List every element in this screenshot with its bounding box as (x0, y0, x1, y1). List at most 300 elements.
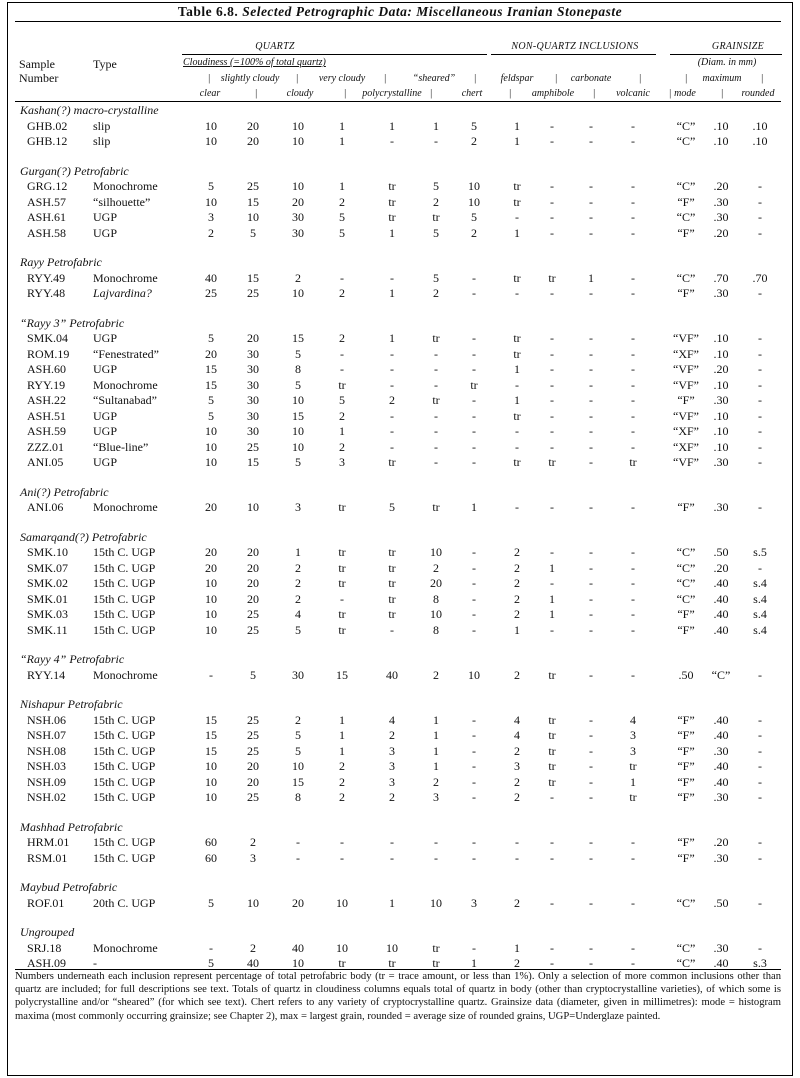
header-amphibole: amphibole (531, 88, 575, 99)
top-rule (15, 21, 781, 22)
table-cell: - (209, 667, 213, 682)
table-cell: 3 (208, 210, 214, 224)
table-cell: - (631, 377, 635, 392)
header-diam: (Diam. in mm) (697, 57, 757, 68)
table-cell: - (758, 408, 762, 423)
table-cell: - (631, 895, 635, 910)
table-cell: 3 (250, 850, 256, 865)
table-cell: “VF” (673, 362, 699, 376)
table-cell: - (472, 835, 476, 849)
table-cell: 2 (208, 225, 214, 240)
sample-type: UGP (93, 225, 118, 240)
table-cell: 3 (514, 759, 520, 773)
table-cell: .40 (713, 956, 729, 970)
table-cell: “VF” (673, 408, 699, 423)
table-cell: - (589, 607, 593, 621)
table-cell: tr (548, 270, 556, 285)
sample-type: “silhouette” (93, 194, 151, 209)
table-cell: .30 (713, 500, 729, 514)
header-number: Number (19, 71, 59, 85)
table-cell: “C” (711, 667, 731, 682)
table-cell: tr (388, 210, 396, 224)
table-cell: - (515, 500, 519, 514)
table-cell: tr (388, 560, 396, 575)
table-cell: - (631, 560, 635, 575)
header-tick: | (554, 73, 558, 84)
table-cell: - (550, 545, 554, 559)
table-cell: 1 (433, 759, 439, 773)
table-cell: 3 (389, 774, 395, 789)
header-tick: | (760, 73, 764, 84)
table-cell: 2 (514, 895, 520, 910)
table-cell: tr (513, 331, 521, 345)
table-cell: 10 (205, 591, 217, 606)
table-cell: - (472, 591, 476, 606)
sample-type: Monochrome (93, 270, 158, 285)
table-cell: - (631, 607, 635, 621)
header-carbonate: carbonate (570, 73, 612, 84)
sample-number: GHB.02 (27, 118, 68, 133)
table-cell: 1 (630, 774, 636, 789)
table-cell: tr (629, 790, 637, 804)
table-cell: - (589, 895, 593, 910)
table-cell: “VF” (673, 455, 699, 469)
header-tick: | (207, 73, 211, 84)
sample-number: ASH.22 (27, 393, 67, 407)
table-cell: tr (513, 455, 521, 469)
table-cell: “F” (677, 850, 695, 865)
sample-type: 15th C. UGP (93, 576, 156, 590)
table-cell: 10 (205, 790, 217, 804)
table-cell: - (758, 500, 762, 514)
table-cell: .30 (713, 850, 729, 865)
table-cell: - (515, 439, 519, 454)
table-cell: .30 (713, 743, 729, 758)
sample-number: GHB.12 (27, 134, 68, 148)
header-clear: clear (199, 88, 221, 99)
table-cell: - (589, 362, 593, 376)
table-cell: “C” (676, 895, 696, 910)
table-cell: 40 (247, 956, 259, 970)
table-cell: - (589, 591, 593, 606)
table-cell: “F” (677, 790, 695, 804)
table-cell: - (631, 331, 635, 345)
table-cell: 15 (292, 331, 304, 345)
table-cell: “C” (676, 545, 696, 559)
table-cell: 2 (514, 545, 520, 559)
table-cell: tr (432, 210, 440, 224)
table-cell: 10 (247, 895, 259, 910)
table-cell: 10 (205, 194, 217, 209)
table-cell: - (390, 835, 394, 849)
table-cell: “XF” (673, 424, 699, 438)
table-cell: - (589, 134, 593, 148)
table-cell: 2 (433, 667, 439, 682)
table-cell: - (390, 408, 394, 423)
sample-number: RYY.49 (27, 270, 66, 285)
sample-number: SMK.01 (27, 591, 69, 606)
table-cell: “XF” (673, 439, 699, 454)
table-cell: 3 (471, 895, 477, 910)
table-cell: 2 (339, 408, 345, 423)
table-cell: - (472, 607, 476, 621)
table-cell: 15 (292, 774, 304, 789)
table-cell: - (589, 210, 593, 224)
table-cell: 30 (247, 362, 259, 376)
table-cell: 10 (292, 118, 304, 133)
header-very-cloudy: very cloudy (318, 73, 366, 84)
table-cell: 3 (630, 728, 636, 742)
header-tick: | (638, 73, 642, 84)
table-cell: - (758, 940, 762, 955)
table-cell: .70 (752, 270, 768, 285)
table-cell: - (631, 500, 635, 514)
table-cell: “F” (677, 225, 695, 240)
table-cell: 5 (295, 377, 301, 392)
table-cell: - (515, 286, 519, 300)
table-cell: 2 (514, 743, 520, 758)
sample-type: Lajvardina? (93, 286, 152, 300)
table-cell: s.4 (753, 591, 767, 606)
table-cell: - (631, 346, 635, 361)
table-cell: tr (388, 591, 396, 606)
table-cell: - (472, 270, 476, 285)
table-cell: 40 (292, 940, 304, 955)
table-cell: tr (432, 331, 440, 345)
table-cell: - (589, 179, 593, 193)
table-cell: tr (629, 455, 637, 469)
table-cell: - (472, 424, 476, 438)
table-cell: 1 (339, 728, 345, 742)
header-feldspar: feldspar (500, 73, 534, 84)
sample-number: SMK.07 (27, 560, 69, 575)
table-cell: “C” (676, 576, 696, 590)
table-cell: - (550, 895, 554, 910)
table-cell: - (550, 179, 554, 193)
header-bottom-rule (15, 101, 781, 102)
sample-number: ASH.59 (27, 424, 67, 438)
table-cell: - (589, 759, 593, 773)
sample-type: 20th C. UGP (93, 895, 156, 910)
table-cell: - (472, 743, 476, 758)
table-cell: 15 (336, 667, 348, 682)
table-cell: - (631, 850, 635, 865)
table-cell: tr (513, 194, 521, 209)
table-cell: - (589, 286, 593, 300)
table-cell: 1 (389, 331, 395, 345)
table-cell: 20 (247, 759, 259, 773)
table-cell: .40 (713, 774, 729, 789)
table-cell: - (209, 940, 213, 955)
table-cell: 5 (339, 210, 345, 224)
table-cell: - (589, 194, 593, 209)
table-cell: 15 (205, 743, 217, 758)
table-cell: - (340, 835, 344, 849)
table-cell: - (758, 774, 762, 789)
table-cell: “F” (677, 759, 695, 773)
table-cell: 5 (295, 455, 301, 469)
sample-number: SMK.03 (27, 607, 69, 621)
table-cell: s.5 (753, 545, 767, 559)
table-cell: .10 (713, 346, 729, 361)
table-cell: 15 (247, 455, 259, 469)
table-cell: .40 (713, 607, 729, 621)
table-cell: 25 (247, 728, 259, 742)
table-cell: - (434, 455, 438, 469)
table-cell: 20 (247, 134, 259, 148)
sample-number: SMK.11 (27, 622, 68, 637)
table-cell: “F” (677, 500, 695, 514)
table-cell: 5 (208, 331, 214, 345)
table-cell: 2 (433, 286, 439, 300)
header-tick: | (508, 88, 512, 99)
table-cell: - (589, 576, 593, 590)
table-cell: - (472, 346, 476, 361)
table-cell: 1 (389, 118, 395, 133)
table-cell: 10 (292, 179, 304, 193)
table-cell: - (515, 377, 519, 392)
table-cell: “F” (677, 194, 695, 209)
table-cell: - (472, 759, 476, 773)
table-cell: 8 (433, 591, 439, 606)
header-mode: mode (674, 88, 696, 99)
table-cell: 10 (292, 393, 304, 407)
table-cell: .30 (713, 455, 729, 469)
sample-type: “Sultanabad” (93, 393, 157, 407)
table-cell: 20 (247, 560, 259, 575)
header-quartz: QUARTZ (255, 41, 295, 52)
table-cell: 3 (433, 790, 439, 804)
group-heading: Kashan(?) macro-crystalline (20, 103, 159, 117)
table-cell: 1 (339, 134, 345, 148)
table-cell: - (434, 439, 438, 454)
table-cell: - (631, 134, 635, 148)
table-cell: - (589, 377, 593, 392)
sample-number: NSH.06 (27, 712, 67, 727)
table-cell: “C” (676, 179, 696, 193)
table-cell: - (631, 408, 635, 423)
sample-number: ANI.05 (27, 455, 64, 469)
quartz-rule (182, 54, 487, 55)
sample-type: 15th C. UGP (93, 622, 156, 637)
table-cell: 2 (339, 331, 345, 345)
table-cell: - (631, 225, 635, 240)
table-cell: 25 (247, 712, 259, 727)
table-cell: tr (338, 576, 346, 590)
table-cell: 2 (514, 591, 520, 606)
table-cell: 1 (339, 424, 345, 438)
table-cell: 15 (247, 270, 259, 285)
table-cell: 2 (295, 712, 301, 727)
table-cell: 10 (205, 424, 217, 438)
table-cell: .10 (752, 118, 768, 133)
header-chert: chert (461, 88, 483, 99)
table-cell: - (472, 560, 476, 575)
header-slightly-cloudy: slightly cloudy (220, 73, 280, 84)
table-cell: tr (388, 455, 396, 469)
table-cell: 15 (205, 377, 217, 392)
sample-number: ASH.60 (27, 362, 67, 376)
sample-number: ASH.51 (27, 408, 67, 423)
table-cell: 25 (247, 179, 259, 193)
sample-number: ROM.19 (27, 346, 70, 361)
table-cell: 2 (295, 591, 301, 606)
sample-type: UGP (93, 210, 118, 224)
table-cell: - (758, 667, 762, 682)
table-cell: tr (432, 956, 440, 970)
table-cell: 2 (339, 759, 345, 773)
table-cell: “C” (676, 591, 696, 606)
table-cell: - (550, 331, 554, 345)
table-cell: 2 (295, 576, 301, 590)
table-cell: 4 (514, 728, 520, 742)
group-heading: Ungrouped (20, 925, 75, 939)
table-cell: - (758, 424, 762, 438)
table-cell: 1 (389, 225, 395, 240)
table-cell: - (472, 940, 476, 955)
table-cell: 40 (205, 270, 217, 285)
table-cell: .50 (713, 895, 729, 910)
table-cell: - (515, 835, 519, 849)
table-cell: 1 (433, 743, 439, 758)
table-cell: 10 (468, 667, 480, 682)
table-cell: - (390, 270, 394, 285)
table-cell: - (758, 790, 762, 804)
table-cell: 2 (471, 225, 477, 240)
sample-type: Monochrome (93, 500, 158, 514)
table-cell: 20 (292, 895, 304, 910)
table-cell: - (390, 424, 394, 438)
table-cell: tr (388, 194, 396, 209)
table-cell: - (390, 850, 394, 865)
table-cell: - (589, 667, 593, 682)
header-volcanic: volcanic (616, 88, 650, 99)
table-cell: 30 (247, 377, 259, 392)
table-cell: .10 (713, 331, 729, 345)
header-tick: | (343, 88, 347, 99)
table-cell: - (631, 956, 635, 970)
table-cell: 5 (250, 667, 256, 682)
table-cell: tr (388, 607, 396, 621)
header-tick: | (473, 73, 477, 84)
group-heading: “Rayy 3” Petrofabric (20, 315, 125, 330)
sample-number: SMK.02 (27, 576, 69, 590)
table-cell: - (550, 210, 554, 224)
table-cell: - (296, 850, 300, 865)
table-cell: 25 (247, 286, 259, 300)
table-cell: tr (629, 759, 637, 773)
table-cell: tr (388, 545, 396, 559)
table-cell: 1 (339, 712, 345, 727)
table-cell: 10 (430, 895, 442, 910)
header-tick: | (295, 73, 299, 84)
sample-type: 15th C. UGP (93, 835, 156, 849)
table-cell: “F” (677, 607, 695, 621)
table-cell: - (758, 895, 762, 910)
table-cell: .10 (713, 118, 729, 133)
table-cell: 3 (389, 759, 395, 773)
sample-number: SRJ.18 (27, 940, 62, 955)
table-cell: 10 (205, 439, 217, 454)
sample-type: 15th C. UGP (93, 790, 156, 804)
table-cell: 15 (292, 408, 304, 423)
table-cell: .10 (713, 408, 729, 423)
table-cell: - (472, 774, 476, 789)
table-cell: 10 (336, 895, 348, 910)
table-cell: - (589, 439, 593, 454)
table-cell: - (631, 270, 635, 285)
table-cell: “F” (677, 622, 695, 637)
table-cell: - (589, 956, 593, 970)
table-cell: .30 (713, 940, 729, 955)
table-cell: 1 (514, 134, 520, 148)
table-cell: “F” (677, 774, 695, 789)
table-cell: - (550, 835, 554, 849)
table-cell: tr (432, 940, 440, 955)
group-heading: Rayy Petrofabric (20, 255, 102, 269)
table-cell: 10 (292, 424, 304, 438)
table-cell: 60 (205, 850, 217, 865)
table-cell: - (589, 835, 593, 849)
table-cell: tr (548, 712, 556, 727)
sample-number: NSH.07 (27, 728, 67, 742)
table-cell: 10 (205, 759, 217, 773)
table-cell: 2 (389, 728, 395, 742)
table-cell: 1 (339, 743, 345, 758)
table-cell: 2 (514, 774, 520, 789)
table-cell: - (472, 455, 476, 469)
table-cell: 2 (514, 956, 520, 970)
table-cell: - (550, 940, 554, 955)
header-tick: | (383, 73, 387, 84)
table-cell: 1 (471, 500, 477, 514)
header-non-quartz: NON-QUARTZ INCLUSIONS (511, 41, 639, 52)
table-cell: - (758, 835, 762, 849)
table-cell: 1 (433, 728, 439, 742)
table-cell: .20 (713, 362, 729, 376)
table-cell: tr (548, 759, 556, 773)
table-cell: 4 (630, 712, 636, 727)
table-cell: - (589, 331, 593, 345)
table-cell: - (550, 346, 554, 361)
table-cell: 10 (205, 455, 217, 469)
table-cell: .10 (752, 134, 768, 148)
table-cell: - (472, 712, 476, 727)
sample-type: Monochrome (93, 667, 158, 682)
table-cell: 1 (295, 545, 301, 559)
group-heading: Maybud Petrofabric (20, 880, 118, 894)
table-cell: 30 (247, 393, 259, 407)
table-cell: - (631, 424, 635, 438)
table-cell: tr (513, 270, 521, 285)
table-cell: 10 (247, 210, 259, 224)
header-tick: | (429, 88, 433, 99)
table-cell: s.4 (753, 576, 767, 590)
table-cell: 1 (389, 286, 395, 300)
table-cell: .20 (713, 835, 729, 849)
header-rounded: rounded (741, 88, 775, 99)
table-cell: - (434, 424, 438, 438)
table-cell: 10 (468, 179, 480, 193)
table-cell: 10 (205, 774, 217, 789)
table-cell: 60 (205, 835, 217, 849)
table-cell: 5 (339, 393, 345, 407)
sample-type: Monochrome (93, 179, 158, 193)
table-cell: 1 (433, 712, 439, 727)
table-cell: 2 (514, 667, 520, 682)
table-cell: 10 (292, 286, 304, 300)
table-cell: 5 (250, 225, 256, 240)
